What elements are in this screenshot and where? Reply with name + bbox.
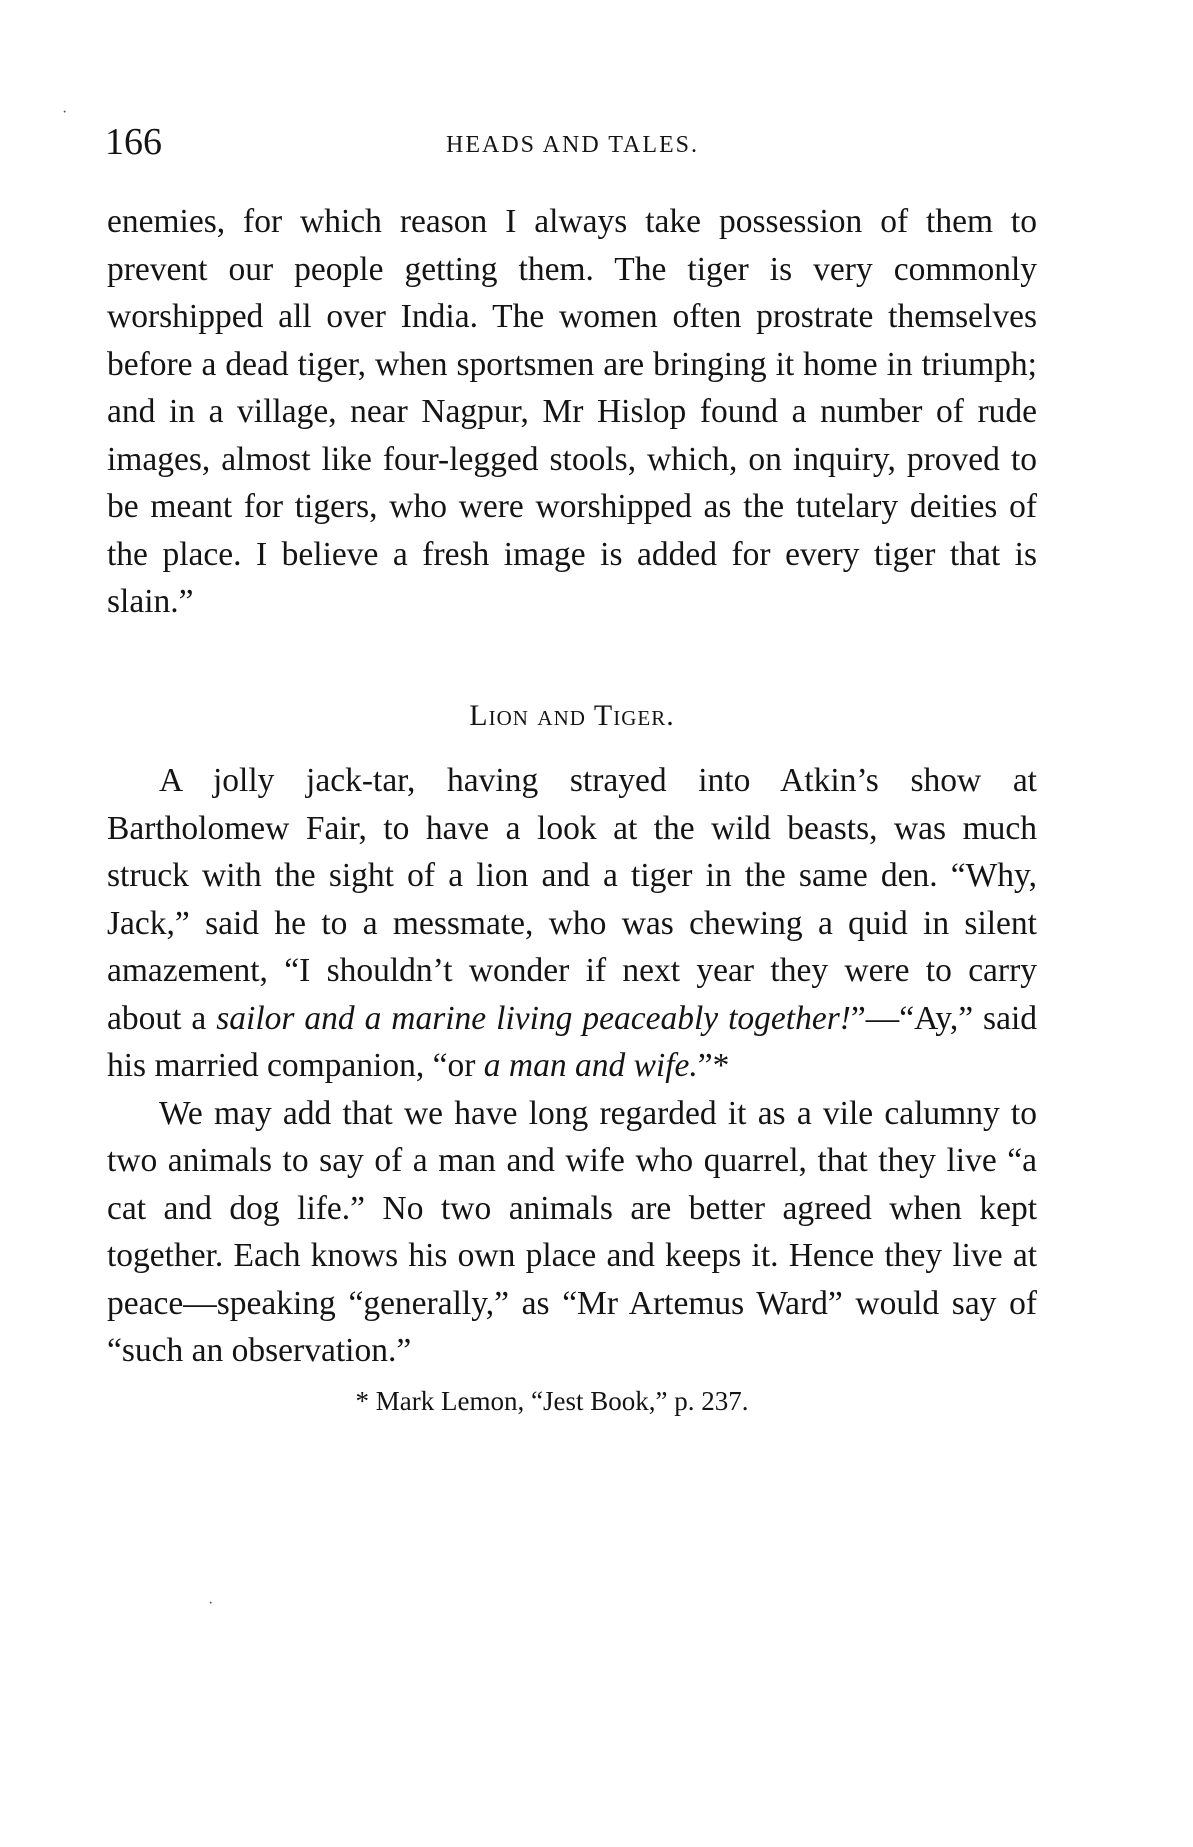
print-speck: · <box>208 1595 214 1612</box>
footnote: * Mark Lemon, “Jest Book,” p. 237. <box>355 1385 749 1416</box>
anecdote-italic-1: sailor and a marine living peaceably together! <box>216 999 851 1037</box>
continuation-paragraph: enemies, for which reason I always take possession of them to prevent our people getting them. The tiger is very commonly worshipped all over India. The women often prostrate themselves before a dead tiger, when sportsmen are bringing it home in triumph; and in a village, near Nagpur, Mr Hislop found a number of rude images, almost like four-legged stools, which, on inquiry, proved to be meant for tigers, who were worshipped as the tutelary deities of the place. I believe a fresh image is added for every tiger that is slain.” <box>107 203 1037 620</box>
anecdote-text-2: ”—“Ay,” said his married companion, “or <box>107 999 1038 1084</box>
section-heading: Lion and Tiger. <box>469 698 675 732</box>
page-header <box>105 120 1040 170</box>
anecdote-text-1: A jolly jack-tar, having strayed into Atkin’s show at Bartholomew Fair, to have a look at the wild beasts, was much struck with the sight of a lion and a tiger in the same den. “Why, Jack,” said he to a messmate, who was chewing a quid in silent amazement, “I shouldn’t wonder if next year they were to carry about a <box>107 762 1037 1037</box>
anecdote-text-3: ”* <box>697 1047 730 1084</box>
page-number: 166 <box>105 121 162 163</box>
anecdote-italic-2: a man and wife. <box>483 1047 698 1084</box>
body-text <box>107 198 1037 1421</box>
commentary-paragraph: We may add that we have long regarded it as a vile calumny to two animals to say of a man and wife who quarrel, that they live “a cat and dog life.” No two animals are better agreed when kept together. Each knows his own place and keeps it. Hence they live at peace—speaking “generally,” as “Mr Artemus Ward” would say of “such an observation.” <box>107 1094 1037 1369</box>
running-head: HEADS AND TALES. <box>446 132 699 158</box>
anecdote-paragraph <box>107 757 1037 1090</box>
print-speck: · <box>62 104 68 121</box>
